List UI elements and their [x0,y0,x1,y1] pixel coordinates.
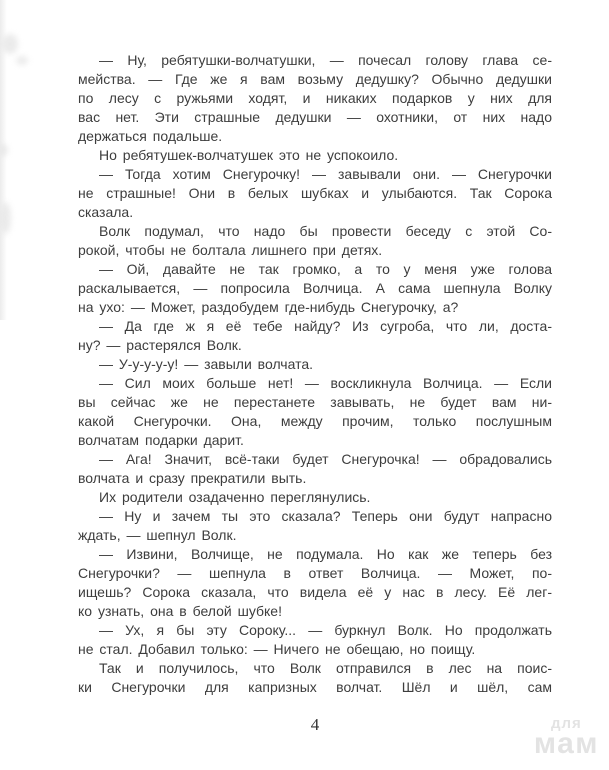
watermark-dlya-mam [533,715,599,760]
scan-smudge [0,202,11,234]
text-line: — Извини, Волчище, не подумала. Но как же теперь без [99,546,552,562]
text-line: Их родители озадаченно переглянулись. [99,489,371,505]
text-line: не стал. Добавил только: — Ничего не обещаю, но поищу. [78,641,476,657]
text-line: ко узнать, она в белой шубке! [78,603,282,619]
text-line: ждать, — шепнул Волк. [78,527,237,543]
text-line: — У-у-у-у-у! — завыли волчата. [99,356,314,372]
text-line: — Ой, давайте не так громко, а то у меня уже голова [99,261,552,277]
text-line: по лесу с ружьями ходят, и никаких подарков у них для [78,90,552,106]
text-line: — Ух, я бы эту Сороку... — буркнул Волк. Но продолжать [99,622,552,638]
text-line: ки Снегурочки для капризных волчат. Шёл и шёл, сам [78,679,552,695]
text-line: — Сил моих больше нет! — воскликнула Волчица. — Если [99,375,552,391]
text-line: держаться подальше. [78,128,223,144]
text-line: раскалывается, — попросила Волчица. А сама шепнула Волку [78,280,552,296]
page-number: 4 [310,715,320,734]
text-line: какой Снегурочки. Она, между прочим, только послушным [78,413,552,429]
scan-smudge [2,34,18,54]
text-line: — Тогда хотим Снегурочку! — завывали они. — Снегурочки [99,166,552,182]
text-line: на ухо: — Может, раздобудем где-нибудь Снегурочку, а? [78,299,459,315]
text-line: сказала. [78,204,134,220]
text-line: вас нет. Эти страшные дедушки — охотники, от них надо [78,109,552,125]
text-line: — Ну и зачем ты это сказала? Теперь они будут напрасно [99,508,552,524]
text-line: мейства. — Где же я вам возьму дедушку? Обычно дедушки [78,71,552,87]
scan-smudge [16,56,28,65]
text-line: ну? — растерялся Волк. [78,337,242,353]
text-line: Так и получилось, что Волк отправился в лес на поис- [99,660,552,676]
text-line: Снегурочки? — шепнула в ответ Волчица. — Может, по- [78,565,552,581]
text-line: — Ну, ребятушки-волчатушки, — почесал голову глава се- [99,52,552,68]
text-line: — Да где ж я её тебе найду? Из сугроба, что ли, доста- [99,318,552,334]
story-text-block [78,51,552,697]
text-line: вы сейчас же не перестанете завывать, не будет вам ни- [78,394,552,410]
text-line: ищешь? Сорока сказала, что видела её у нас в лесу. Её лег- [78,584,552,600]
text-line: не страшные! Они в белых шубках и улыбаются. Так Сорока [78,185,552,201]
text-line: — Ага! Значит, всё-таки будет Снегурочка! — обрадовались [99,451,552,467]
text-line: волчата и сразу прекратили выть. [78,470,307,486]
text-line: волчатам подарки дарит. [78,432,244,448]
text-line: Волк подумал, что надо бы провести беседу с этой Со- [99,223,552,239]
text-line: Но ребятушек-волчатушек это не успокоило. [99,147,399,163]
watermark-line2: мам [533,727,599,760]
watermark-line1: для [551,715,582,732]
text-line: рокой, чтобы не болтала лишнего при детях. [78,242,383,258]
